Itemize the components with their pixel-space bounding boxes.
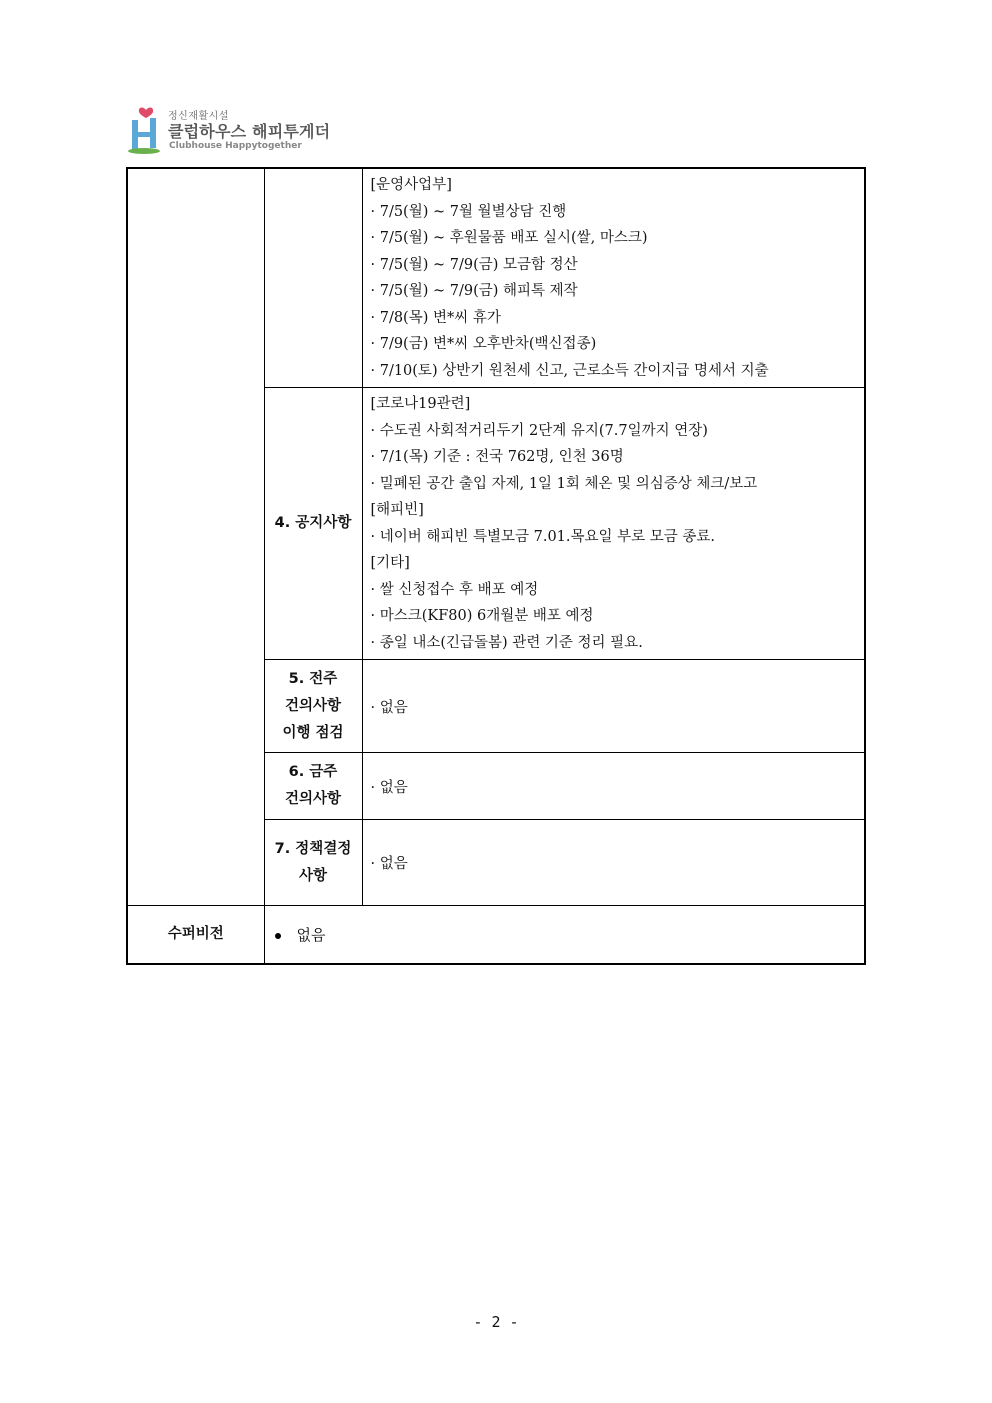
list-item: · 네이버 해피빈 특별모금 7.01.목요일 부로 모금 종료. — [370, 528, 716, 545]
label-line: 6. 금주 — [288, 764, 338, 780]
list-item: · 7/8(목) 변*씨 휴가 — [370, 309, 501, 326]
clubhouse-logo — [128, 104, 331, 156]
bullet-icon — [275, 933, 281, 939]
list-item: · 7/5(월) ~ 7/9(금) 해피톡 제작 — [370, 283, 578, 299]
list-item: · 7/1(목) 기준 : 전국 762명, 인천 36명 — [370, 449, 624, 465]
list-item: · 쌀 신청접수 후 배포 예정 — [370, 581, 539, 598]
this-week-label — [264, 753, 362, 820]
clubhouse-h-logo-icon — [128, 104, 162, 154]
list-item: · 7/5(월) ~ 7/9(금) 모금함 정산 — [370, 256, 578, 273]
label-line: 사항 — [298, 867, 327, 884]
logo-subtitle: 정신재활시설 — [168, 111, 229, 122]
policy-value: · 없음 — [362, 820, 865, 906]
policy-label — [264, 820, 362, 906]
list-item: · 7/10(토) 상반기 원천세 신고, 근로소득 간이지급 명세서 지출 — [370, 362, 769, 379]
list-item: · 밀폐된 공간 출입 자제, 1일 1회 체온 및 의심증상 체크/보고 — [370, 475, 758, 492]
logo-english-name: Clubhouse Happytogether — [169, 141, 302, 151]
notice-content — [362, 388, 865, 660]
list-item: [해피빈] — [370, 502, 424, 518]
logo-title: 클럽하우스 해피투게더 — [168, 122, 331, 141]
list-item: [운영사업부] — [370, 177, 452, 193]
label-line: 건의사항 — [284, 791, 342, 807]
label-line: 이행 점검 — [282, 724, 344, 741]
prev-week-label — [264, 660, 362, 753]
list-item: [코로나19관련] — [370, 396, 471, 412]
label-line: 건의사항 — [284, 697, 342, 714]
table-row — [127, 906, 865, 964]
supervision-label: 수퍼비전 — [127, 906, 264, 964]
section-label-cell-empty — [264, 168, 362, 388]
this-week-value: · 없음 — [362, 753, 865, 820]
list-item: · 마스크(KF80) 6개월분 배포 예정 — [370, 608, 594, 624]
prev-week-value: · 없음 — [362, 660, 865, 753]
list-item: · 7/9(금) 변*씨 오후반차(백신접종) — [370, 336, 597, 352]
supervision-value-cell — [264, 906, 865, 964]
list-item: [기타] — [370, 555, 410, 571]
supervision-value: 없음 — [296, 925, 326, 944]
list-item: · 종일 내소(긴급돌봄) 관련 기준 정리 필요. — [370, 634, 643, 651]
list-item: · 수도권 사회적거리두기 2단계 유지(7.7일까지 연장) — [370, 422, 708, 439]
operations-content — [362, 168, 865, 388]
section-label-cell-empty — [127, 168, 264, 906]
table-row — [127, 168, 865, 388]
label-line: 7. 정책결정 — [274, 840, 352, 857]
meeting-minutes-table — [126, 167, 866, 965]
page-number: - 2 - — [473, 1313, 519, 1331]
list-item: · 7/5(월) ~ 후원물품 배포 실시(쌀, 마스크) — [370, 230, 648, 246]
notice-label: 4. 공지사항 — [264, 388, 362, 660]
label-line: 5. 전주 — [288, 670, 338, 687]
list-item: · 7/5(월) ~ 7월 월별상담 진행 — [370, 203, 567, 220]
